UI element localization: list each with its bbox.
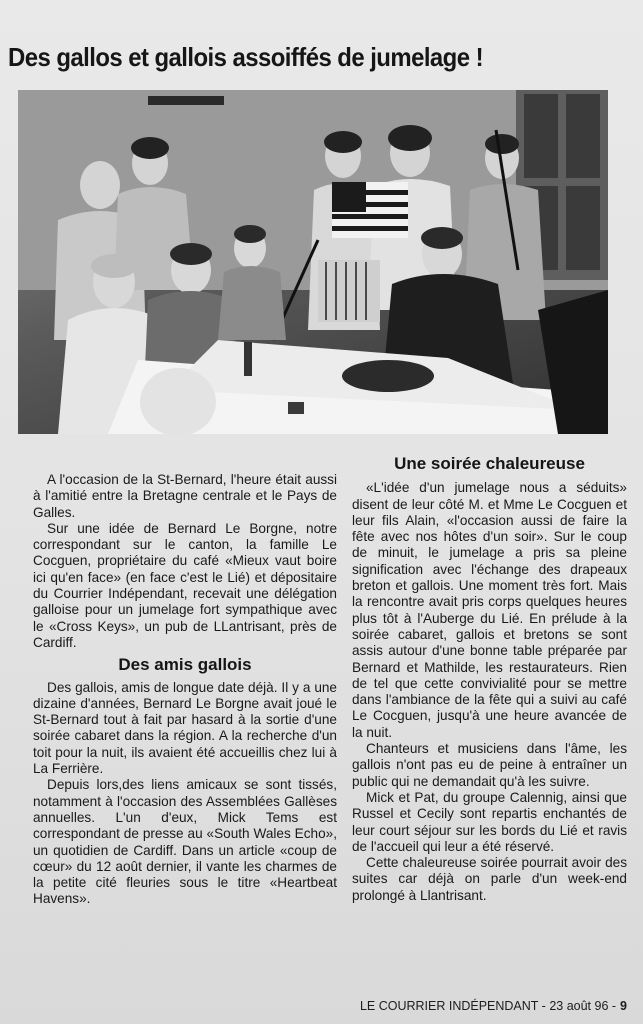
right-column xyxy=(352,456,627,904)
photo-illustration xyxy=(18,90,608,434)
headline: Des gallos et gallois assoiffés de jumelage ! xyxy=(8,42,483,72)
paragraph: Chanteurs et musiciens dans l'âme, les gallois n'ont pas eu de peine à entraîner un public qui ne demandait qu'à les suivre. xyxy=(352,741,627,789)
paragraph: «L'idée d'un jumelage nous a séduits» disent de leur côté M. et Mme Le Cocguen et leur fils Alain, «l'occasion aussi de faire la fête avec nos hôtes d'un soir». Sur le coup de minuit, le jumelage a pris sa pleine signification avec l'échange des drapeaux breton et gallois. Une moment très fort. Mais la rencontre avait pris corps quelques heures plus tôt à l'Auberge du Lié. En prélude à la soirée cabaret, gallois et bretons se sont assis autour d'une bonne table préparée par Bernard et Mathilde, les restaurateurs. Rien de tel que cette convivialité pour se mettre dans l'ambiance de la fête qui a suivi au café Le Cocguen, jusqu'à une heure avancée de la nuit. xyxy=(352,480,627,740)
paragraph: Sur une idée de Bernard Le Borgne, notre correspondant sur le canton, la famille Le Cocguen, propriétaire du café «Mieux vaut boire ici qu'en face» (en face c'est le Lié) et dépositaire du Courrier Indépendant, recevait une délégation galloise pour un jumelage fort sympathique avec le «Cross Keys», un pub de LLantrisant, près de Cardiff. xyxy=(33,520,337,650)
paragraph: Des gallois, amis de longue date déjà. Il y a une dizaine d'années, Bernard Le Borgne avait joué le St-Bernard tout à fait par hasard à la sortie d'une soirée cabaret dans la région. A la recherche d'un toit pour la nuit, ils avaient été accueillis chez lui à La Ferrière. xyxy=(33,679,337,777)
left-column xyxy=(33,472,337,908)
page-footer xyxy=(360,999,627,1013)
paragraph: Mick et Pat, du groupe Calennig, ainsi que Russel et Cecily sont repartis enchantés de leur court séjour sur les bords du Lié et ravis de l'accueil qui leur a été réservé. xyxy=(352,789,627,854)
subhead-soiree-chaleureuse: Une soirée chaleureuse xyxy=(394,454,585,473)
footer-source: LE COURRIER INDÉPENDANT - 23 août 96 - xyxy=(359,999,617,1013)
group-photo xyxy=(18,90,608,434)
paragraph: Depuis lors,des liens amicaux se sont tissés, notamment à l'occasion des Assemblées Gallèses annuelles. L'un d'eux, Mick Tems est correspondant de presse au «South Wales Echo», un quotidien de Cardiff. Dans un article «coup de cœur» du 12 août dernier, il vante les charmes de la petite cité fleuries sous le titre «Heartbeat Havens». xyxy=(33,777,337,907)
paragraph: A l'occasion de la St-Bernard, l'heure était aussi à l'amitié entre la Bretagne centrale et le Pays de Galles. xyxy=(33,472,337,520)
page-number: 9 xyxy=(620,999,627,1013)
subhead-amis-gallois: Des amis gallois xyxy=(118,655,252,675)
paragraph: Cette chaleureuse soirée pourrait avoir des suites car déjà on parle d'un week-end prolongé à Llantrisant. xyxy=(352,855,627,903)
